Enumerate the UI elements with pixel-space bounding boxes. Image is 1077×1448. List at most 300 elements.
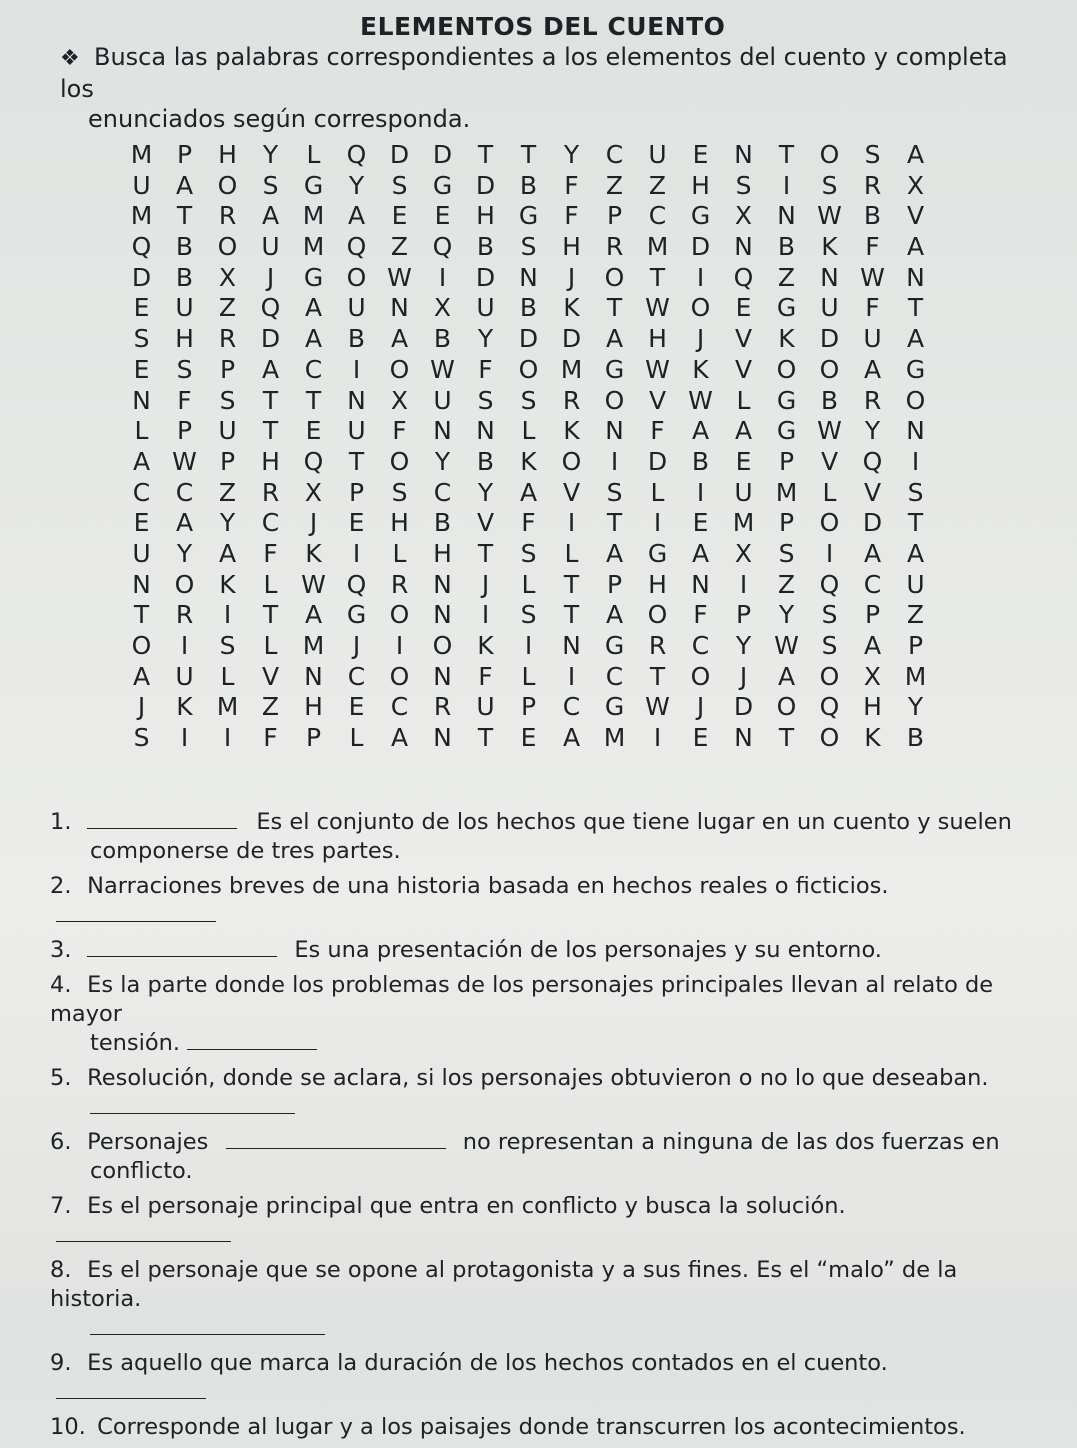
grid-letter[interactable]: S [219, 385, 236, 415]
grid-letter[interactable]: E [305, 416, 322, 446]
grid-letter[interactable]: Y [348, 170, 365, 200]
grid-letter[interactable]: K [821, 232, 838, 262]
grid-letter[interactable]: N [433, 723, 452, 753]
grid-letter[interactable]: A [906, 232, 925, 262]
grid-letter[interactable]: L [263, 631, 278, 660]
grid-letter[interactable]: O [819, 723, 840, 753]
grid-letter[interactable]: R [218, 324, 237, 354]
grid-letter[interactable]: B [175, 262, 194, 292]
grid-letter[interactable]: M [732, 508, 755, 538]
grid-letter[interactable]: Q [346, 569, 367, 599]
grid-letter[interactable]: N [734, 232, 753, 262]
grid-letter[interactable]: B [691, 446, 710, 476]
grid-letter[interactable]: K [176, 692, 193, 722]
grid-letter[interactable]: T [907, 508, 924, 538]
grid-letter[interactable]: Z [648, 170, 667, 200]
grid-letter[interactable]: P [864, 600, 881, 630]
grid-letter[interactable]: A [218, 538, 237, 568]
grid-letter[interactable]: O [776, 354, 797, 384]
grid-letter[interactable]: J [137, 692, 146, 722]
grid-letter[interactable]: U [863, 324, 882, 354]
grid-letter[interactable]: N [132, 385, 151, 415]
grid-letter[interactable]: A [777, 661, 796, 691]
grid-letter[interactable]: J [739, 661, 748, 691]
grid-letter[interactable]: A [605, 538, 624, 568]
grid-letter[interactable]: O [131, 631, 152, 660]
grid-letter[interactable]: T [778, 140, 795, 169]
grid-letter[interactable]: H [648, 569, 667, 599]
grid-letter[interactable]: E [692, 723, 709, 753]
grid-letter[interactable]: S [821, 600, 838, 630]
grid-letter[interactable]: J [567, 262, 576, 292]
grid-letter[interactable]: O [604, 262, 625, 292]
grid-letter[interactable]: C [132, 477, 151, 507]
grid-letter[interactable]: C [562, 692, 581, 722]
grid-letter[interactable]: S [520, 385, 537, 415]
grid-letter[interactable]: N [562, 631, 581, 660]
grid-letter[interactable]: O [819, 508, 840, 538]
grid-letter[interactable]: E [133, 508, 150, 538]
grid-letter[interactable]: N [433, 600, 452, 630]
grid-letter[interactable]: O [389, 600, 410, 630]
answer-blank-8[interactable] [90, 1314, 325, 1335]
grid-letter[interactable]: J [696, 692, 705, 722]
grid-letter[interactable]: L [220, 661, 235, 691]
grid-letter[interactable]: A [863, 631, 882, 660]
grid-letter[interactable]: E [348, 692, 365, 722]
grid-letter[interactable]: N [906, 416, 925, 446]
grid-letter[interactable]: R [261, 477, 280, 507]
grid-letter[interactable]: C [863, 569, 882, 599]
grid-letter[interactable]: G [303, 262, 324, 292]
grid-letter[interactable]: F [177, 385, 192, 415]
grid-letter[interactable]: H [691, 170, 710, 200]
grid-letter[interactable]: L [650, 477, 665, 507]
grid-letter[interactable]: G [518, 201, 539, 231]
grid-letter[interactable]: K [563, 293, 580, 323]
grid-letter[interactable]: Z [218, 477, 237, 507]
grid-letter[interactable]: V [734, 354, 753, 384]
grid-letter[interactable]: I [696, 477, 705, 507]
grid-letter[interactable]: O [905, 385, 926, 415]
grid-letter[interactable]: S [778, 538, 795, 568]
grid-letter[interactable]: Y [477, 477, 494, 507]
grid-letter[interactable]: D [862, 508, 883, 538]
grid-letter[interactable]: A [691, 416, 710, 446]
grid-letter[interactable]: L [521, 416, 536, 446]
grid-letter[interactable]: N [734, 140, 753, 169]
grid-letter[interactable]: A [132, 661, 151, 691]
grid-letter[interactable]: D [131, 262, 152, 292]
grid-letter[interactable]: N [820, 262, 839, 292]
grid-letter[interactable]: T [907, 293, 924, 323]
grid-letter[interactable]: C [261, 508, 280, 538]
grid-letter[interactable]: P [778, 508, 795, 538]
grid-letter[interactable]: A [562, 723, 581, 753]
grid-letter[interactable]: B [906, 723, 925, 753]
grid-letter[interactable]: C [304, 354, 323, 384]
grid-letter[interactable]: B [476, 446, 495, 476]
grid-letter[interactable]: M [302, 631, 325, 660]
grid-letter[interactable]: D [475, 170, 496, 200]
grid-letter[interactable]: P [348, 477, 365, 507]
grid-letter[interactable]: D [690, 232, 711, 262]
grid-letter[interactable]: L [392, 538, 407, 568]
grid-letter[interactable]: I [223, 600, 232, 630]
grid-letter[interactable]: V [820, 446, 839, 476]
grid-letter[interactable]: P [176, 416, 193, 446]
grid-letter[interactable]: S [477, 385, 494, 415]
grid-letter[interactable]: W [817, 201, 842, 231]
grid-letter[interactable]: W [774, 631, 799, 660]
grid-letter[interactable]: U [347, 293, 366, 323]
grid-letter[interactable]: Z [906, 600, 925, 630]
grid-letter[interactable]: J [481, 569, 490, 599]
grid-letter[interactable]: P [305, 723, 322, 753]
grid-letter[interactable]: Q [819, 692, 840, 722]
grid-letter[interactable]: S [520, 600, 537, 630]
grid-letter[interactable]: Y [864, 416, 881, 446]
grid-letter[interactable]: I [481, 600, 490, 630]
grid-letter[interactable]: F [564, 170, 579, 200]
grid-letter[interactable]: N [476, 416, 495, 446]
grid-letter[interactable]: I [653, 723, 662, 753]
grid-letter[interactable]: U [476, 293, 495, 323]
grid-letter[interactable]: P [219, 446, 236, 476]
grid-letter[interactable]: T [606, 293, 623, 323]
grid-letter[interactable]: V [562, 477, 581, 507]
grid-letter[interactable]: I [739, 569, 748, 599]
grid-letter[interactable]: M [775, 477, 798, 507]
grid-letter[interactable]: K [778, 324, 795, 354]
grid-letter[interactable]: G [604, 631, 625, 660]
grid-letter[interactable]: M [216, 692, 239, 722]
grid-letter[interactable]: B [777, 232, 796, 262]
grid-letter[interactable]: C [390, 692, 409, 722]
grid-letter[interactable]: L [564, 538, 579, 568]
grid-letter[interactable]: S [821, 631, 838, 660]
grid-letter[interactable]: K [219, 569, 236, 599]
grid-letter[interactable]: V [261, 661, 280, 691]
grid-letter[interactable]: O [776, 692, 797, 722]
grid-letter[interactable]: F [263, 538, 278, 568]
grid-letter[interactable]: X [433, 293, 452, 323]
grid-letter[interactable]: O [217, 232, 238, 262]
grid-letter[interactable]: H [476, 201, 495, 231]
grid-letter[interactable]: N [906, 262, 925, 292]
grid-letter[interactable]: V [476, 508, 495, 538]
grid-letter[interactable]: U [476, 692, 495, 722]
grid-letter[interactable]: O [690, 661, 711, 691]
grid-letter[interactable]: I [696, 262, 705, 292]
grid-letter[interactable]: W [645, 293, 670, 323]
grid-letter[interactable]: D [647, 446, 668, 476]
grid-letter[interactable]: Q [862, 446, 883, 476]
grid-letter[interactable]: S [606, 477, 623, 507]
grid-letter[interactable]: A [347, 201, 366, 231]
grid-letter[interactable]: K [692, 354, 709, 384]
grid-letter[interactable]: N [605, 416, 624, 446]
grid-letter[interactable]: W [645, 692, 670, 722]
grid-letter[interactable]: I [782, 170, 791, 200]
grid-letter[interactable]: H [648, 324, 667, 354]
grid-letter[interactable]: X [734, 538, 753, 568]
grid-letter[interactable]: E [348, 508, 365, 538]
grid-letter[interactable]: O [819, 661, 840, 691]
grid-letter[interactable]: U [132, 170, 151, 200]
grid-letter[interactable]: B [820, 385, 839, 415]
grid-letter[interactable]: I [567, 661, 576, 691]
grid-letter[interactable]: D [475, 262, 496, 292]
grid-letter[interactable]: X [390, 385, 409, 415]
grid-letter[interactable]: I [911, 446, 920, 476]
grid-letter[interactable]: C [605, 661, 624, 691]
grid-letter[interactable]: S [391, 170, 408, 200]
grid-letter[interactable]: J [266, 262, 275, 292]
grid-letter[interactable]: N [777, 201, 796, 231]
grid-letter[interactable]: M [302, 201, 325, 231]
grid-letter[interactable]: B [433, 508, 452, 538]
grid-letter[interactable]: X [906, 170, 925, 200]
grid-letter[interactable]: O [819, 354, 840, 384]
grid-letter[interactable]: J [696, 324, 705, 354]
grid-letter[interactable]: E [133, 354, 150, 384]
answer-blank-3[interactable] [87, 936, 277, 957]
grid-letter[interactable]: V [734, 324, 753, 354]
grid-letter[interactable]: A [863, 354, 882, 384]
grid-letter[interactable]: E [692, 508, 709, 538]
grid-letter[interactable]: A [175, 508, 194, 538]
grid-letter[interactable]: O [174, 569, 195, 599]
grid-letter[interactable]: A [261, 354, 280, 384]
grid-letter[interactable]: E [133, 293, 150, 323]
grid-letter[interactable]: H [304, 692, 323, 722]
grid-letter[interactable]: G [776, 385, 797, 415]
grid-letter[interactable]: N [304, 661, 323, 691]
grid-letter[interactable]: U [906, 569, 925, 599]
grid-letter[interactable]: O [647, 600, 668, 630]
grid-letter[interactable]: L [349, 723, 364, 753]
grid-letter[interactable]: U [261, 232, 280, 262]
grid-letter[interactable]: L [134, 416, 149, 446]
grid-letter[interactable]: N [390, 293, 409, 323]
grid-letter[interactable]: A [390, 723, 409, 753]
grid-letter[interactable]: K [305, 538, 322, 568]
grid-letter[interactable]: G [690, 201, 711, 231]
grid-letter[interactable]: S [520, 538, 537, 568]
grid-letter[interactable]: R [562, 385, 581, 415]
grid-letter[interactable]: H [261, 446, 280, 476]
grid-letter[interactable]: U [175, 661, 194, 691]
grid-letter[interactable]: R [863, 385, 882, 415]
grid-letter[interactable]: M [904, 661, 927, 691]
grid-letter[interactable]: S [520, 232, 537, 262]
answer-blank-5[interactable] [90, 1093, 295, 1114]
grid-letter[interactable]: O [346, 262, 367, 292]
grid-letter[interactable]: Z [261, 692, 280, 722]
grid-letter[interactable]: T [262, 416, 279, 446]
grid-letter[interactable]: Q [303, 446, 324, 476]
grid-letter[interactable]: M [302, 232, 325, 262]
grid-letter[interactable]: I [567, 508, 576, 538]
grid-letter[interactable]: M [646, 232, 669, 262]
grid-letter[interactable]: O [389, 661, 410, 691]
grid-letter[interactable]: A [132, 446, 151, 476]
grid-letter[interactable]: I [395, 631, 404, 660]
grid-letter[interactable]: A [691, 538, 710, 568]
grid-letter[interactable]: W [688, 385, 713, 415]
grid-letter[interactable]: C [175, 477, 194, 507]
grid-letter[interactable]: Q [733, 262, 754, 292]
grid-letter[interactable]: B [519, 170, 538, 200]
grid-letter[interactable]: X [863, 661, 882, 691]
grid-letter[interactable]: T [778, 723, 795, 753]
grid-letter[interactable]: T [477, 538, 494, 568]
grid-letter[interactable]: V [906, 201, 925, 231]
grid-letter[interactable]: T [477, 140, 494, 169]
grid-letter[interactable]: T [563, 600, 580, 630]
grid-letter[interactable]: L [521, 661, 536, 691]
grid-letter[interactable]: I [180, 631, 189, 660]
grid-letter[interactable]: N [433, 569, 452, 599]
grid-letter[interactable]: K [520, 446, 537, 476]
grid-letter[interactable]: P [606, 201, 623, 231]
grid-letter[interactable]: B [433, 324, 452, 354]
answer-blank-2[interactable] [56, 901, 216, 922]
grid-letter[interactable]: C [347, 661, 366, 691]
grid-letter[interactable]: D [561, 324, 582, 354]
grid-letter[interactable]: U [820, 293, 839, 323]
grid-letter[interactable]: M [130, 201, 153, 231]
grid-letter[interactable]: Y [735, 631, 752, 660]
grid-letter[interactable]: I [610, 446, 619, 476]
grid-letter[interactable]: T [176, 201, 193, 231]
grid-letter[interactable]: T [348, 446, 365, 476]
grid-letter[interactable]: D [389, 140, 410, 169]
grid-letter[interactable]: Z [218, 293, 237, 323]
grid-letter[interactable]: S [391, 477, 408, 507]
grid-letter[interactable]: E [520, 723, 537, 753]
grid-letter[interactable]: L [736, 385, 751, 415]
grid-letter[interactable]: Z [777, 569, 796, 599]
grid-letter[interactable]: G [604, 692, 625, 722]
grid-letter[interactable]: T [520, 140, 537, 169]
grid-letter[interactable]: P [219, 354, 236, 384]
grid-letter[interactable]: F [693, 600, 708, 630]
grid-letter[interactable]: F [478, 661, 493, 691]
grid-letter[interactable]: H [175, 324, 194, 354]
grid-letter[interactable]: F [865, 232, 880, 262]
grid-letter[interactable]: X [734, 201, 753, 231]
grid-letter[interactable]: N [519, 262, 538, 292]
word-search-grid[interactable] [120, 140, 937, 754]
grid-letter[interactable]: J [309, 508, 318, 538]
grid-letter[interactable]: T [477, 723, 494, 753]
grid-letter[interactable]: B [347, 324, 366, 354]
grid-letter[interactable]: A [175, 170, 194, 200]
grid-letter[interactable]: H [390, 508, 409, 538]
grid-letter[interactable]: S [176, 354, 193, 384]
grid-letter[interactable]: U [175, 293, 194, 323]
grid-letter[interactable]: N [433, 416, 452, 446]
grid-letter[interactable]: C [605, 140, 624, 169]
grid-letter[interactable]: T [649, 661, 666, 691]
grid-letter[interactable]: X [304, 477, 323, 507]
grid-letter[interactable]: R [218, 201, 237, 231]
grid-letter[interactable]: R [605, 232, 624, 262]
grid-letter[interactable]: A [605, 324, 624, 354]
grid-letter[interactable]: A [390, 324, 409, 354]
grid-letter[interactable]: O [604, 385, 625, 415]
grid-letter[interactable]: M [130, 140, 153, 169]
grid-letter[interactable]: U [347, 416, 366, 446]
grid-letter[interactable]: N [691, 569, 710, 599]
grid-letter[interactable]: Y [219, 508, 236, 538]
grid-letter[interactable]: O [561, 446, 582, 476]
grid-letter[interactable]: Z [777, 262, 796, 292]
grid-letter[interactable]: I [653, 508, 662, 538]
grid-letter[interactable]: Y [907, 692, 924, 722]
grid-letter[interactable]: Y [176, 538, 193, 568]
grid-letter[interactable]: M [603, 723, 626, 753]
grid-letter[interactable]: E [692, 140, 709, 169]
grid-letter[interactable]: B [476, 232, 495, 262]
grid-letter[interactable]: R [390, 569, 409, 599]
grid-letter[interactable]: G [303, 170, 324, 200]
grid-letter[interactable]: A [605, 600, 624, 630]
grid-letter[interactable]: O [518, 354, 539, 384]
grid-letter[interactable]: R [175, 600, 194, 630]
grid-letter[interactable]: E [735, 293, 752, 323]
grid-letter[interactable]: M [560, 354, 583, 384]
grid-letter[interactable]: W [817, 416, 842, 446]
grid-letter[interactable]: A [734, 416, 753, 446]
grid-letter[interactable]: A [906, 140, 925, 169]
grid-letter[interactable]: P [735, 600, 752, 630]
grid-letter[interactable]: Y [434, 446, 451, 476]
grid-letter[interactable]: Y [563, 140, 580, 169]
grid-letter[interactable]: Y [477, 324, 494, 354]
grid-letter[interactable]: K [864, 723, 881, 753]
grid-letter[interactable]: D [819, 324, 840, 354]
grid-letter[interactable]: P [778, 446, 795, 476]
grid-letter[interactable]: E [434, 201, 451, 231]
grid-letter[interactable]: W [430, 354, 455, 384]
grid-letter[interactable]: S [133, 324, 150, 354]
grid-letter[interactable]: U [132, 538, 151, 568]
grid-letter[interactable]: T [133, 600, 150, 630]
grid-letter[interactable]: S [735, 170, 752, 200]
grid-letter[interactable]: T [305, 385, 322, 415]
grid-letter[interactable]: R [648, 631, 667, 660]
grid-letter[interactable]: I [524, 631, 533, 660]
grid-letter[interactable]: F [478, 354, 493, 384]
grid-letter[interactable]: B [175, 232, 194, 262]
grid-letter[interactable]: D [260, 324, 281, 354]
grid-letter[interactable]: G [432, 170, 453, 200]
grid-letter[interactable]: A [261, 201, 280, 231]
grid-letter[interactable]: C [691, 631, 710, 660]
grid-letter[interactable]: W [387, 262, 412, 292]
grid-letter[interactable]: B [863, 201, 882, 231]
grid-letter[interactable]: Q [432, 232, 453, 262]
grid-letter[interactable]: Q [346, 140, 367, 169]
grid-letter[interactable]: O [690, 293, 711, 323]
answer-blank-4[interactable] [187, 1029, 317, 1050]
grid-letter[interactable]: U [734, 477, 753, 507]
answer-blank-7[interactable] [56, 1221, 231, 1242]
grid-letter[interactable]: T [563, 569, 580, 599]
